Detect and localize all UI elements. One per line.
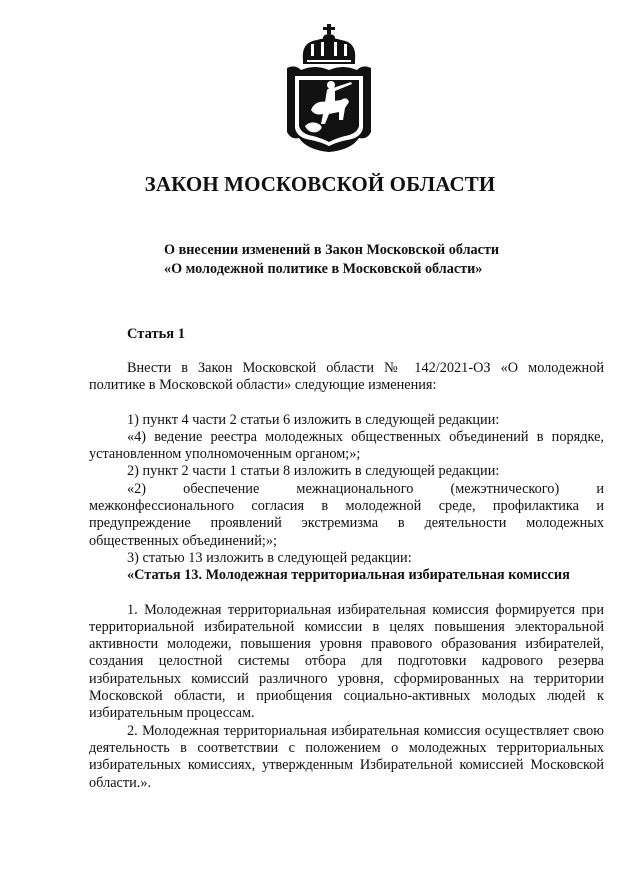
item-2-text: «2) обеспечение межнационального (межэтнического) и межконфессионального согласия в молодежной среде, профилактика и предупреждение проявлений экстремизма в деятельности молодежных общественных объединений;»; (89, 480, 604, 549)
item-3: 3) статью 13 изложить в следующей редакции: (127, 549, 412, 566)
article-heading: Статья 1 (127, 326, 185, 342)
article-13-heading: «Статья 13. Молодежная территориальная избирательная комиссия (127, 567, 570, 584)
document-body (89, 360, 604, 792)
intro-paragraph: Внести в Закон Московской области № 142/2021-ОЗ «О молодежной политике в Московской области» следующие изменения: (89, 360, 604, 394)
article-13-paragraph-1: 1. Молодежная территориальная избирательная комиссия формируется при территориальной избирательной комиссии в целях повышения электоральной активности молодежи, повышения уровня правового образования избирателей, создания целостной системы отбора для подготовки кадрового резерва избирательных комиссий различного уровня, сформированных на территории Московской области, и приобщения социально-активных молодых людей к избирательным процессам. (89, 601, 604, 722)
item-1: 1) пункт 4 части 2 статьи 6 изложить в следующей редакции: (127, 411, 500, 428)
item-2: 2) пункт 2 части 1 статьи 8 изложить в следующей редакции: (127, 463, 500, 480)
subtitle-line-1: О внесении изменений в Закон Московской области (164, 242, 500, 258)
moscow-region-coat-of-arms-icon (281, 24, 377, 154)
document-subtitle (164, 241, 584, 279)
subtitle-line-2: «О молодежной политике в Московской области» (164, 261, 483, 277)
item-1-text: «4) ведение реестра молодежных общественных объединений в порядке, установленном уполномоченным органом;»; (89, 428, 604, 463)
article-13-paragraph-2: 2. Молодежная территориальная избирательная комиссия осуществляет свою деятельность в соответствии с положением о молодежных территориальных избирательных комиссиях, утвержденным Избирательной комиссией Московской области.». (89, 722, 604, 791)
document-title: ЗАКОН МОСКОВСКОЙ ОБЛАСТИ (144, 172, 496, 196)
